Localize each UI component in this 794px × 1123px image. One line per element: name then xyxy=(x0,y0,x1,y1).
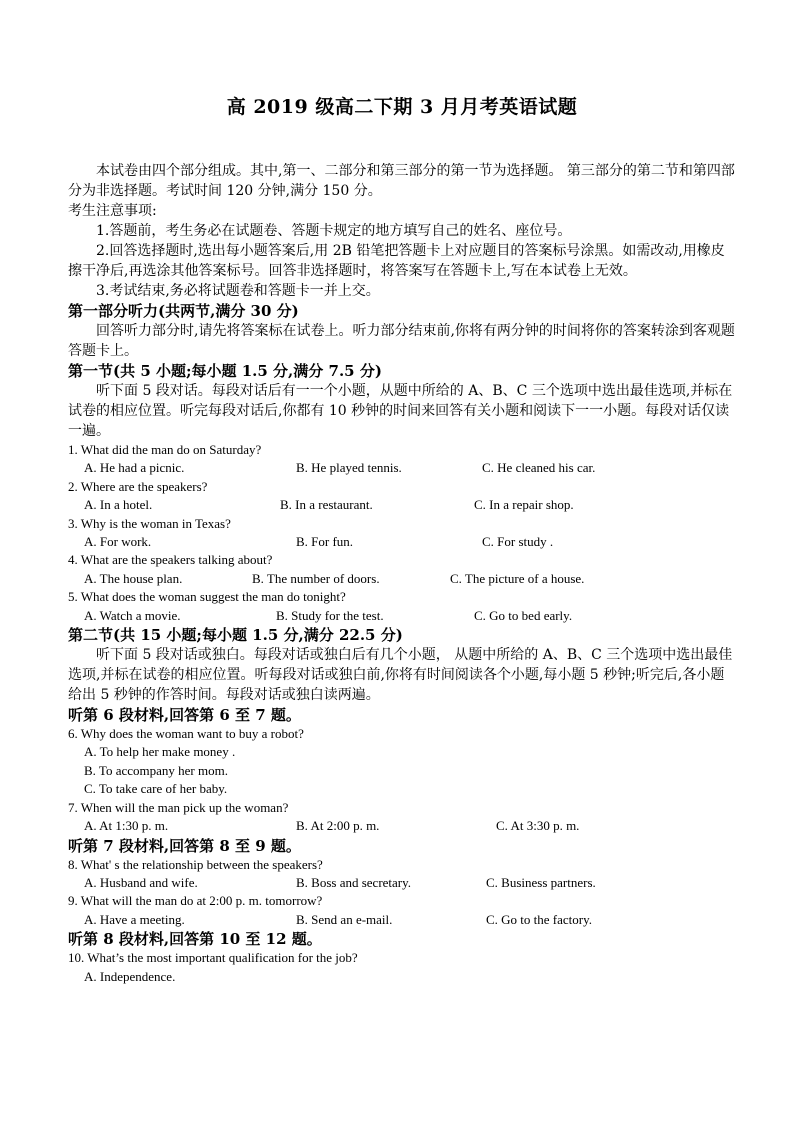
question-options xyxy=(68,459,736,477)
option-a: A. Independence. xyxy=(84,968,176,984)
notice-item: 3.考试结束,务必将试题卷和答题卡一并上交。 xyxy=(96,283,380,299)
page-title: 高 2019 级高二下期 3 月月考英语试题 xyxy=(226,96,578,118)
option-a: A. At 1:30 p. m. xyxy=(84,818,169,834)
option-c: C. He cleaned his car. xyxy=(482,460,596,476)
material-6-heading: 听第 6 段材料,回答第 6 至 7 题。 xyxy=(68,706,301,725)
option-c: C. Go to bed early. xyxy=(474,607,573,623)
question-7 xyxy=(68,799,736,836)
option-b: B. For fun. xyxy=(296,534,354,550)
question-stem: 5. What does the woman suggest the man do tonight? xyxy=(68,589,346,605)
option-a: A. Have a meeting. xyxy=(84,911,185,927)
option-c: C. In a repair shop. xyxy=(474,497,574,513)
question-options xyxy=(68,570,736,588)
question-2 xyxy=(68,478,736,515)
question-options xyxy=(68,496,736,514)
section2-instructions: 听下面 5 段对话或独白。每段对话或独白后有几个小题， 从题中所给的 A、B、C 三个选项中选出最佳选项,并标在试卷的相应位置。听每段对话或独白前,你将有时间阅读各个小题,每小题 5 秒钟;听完后,各小题给出 5 秒钟的作答时间。每段对话或独白读两遍。 xyxy=(68,647,733,704)
option-b: B. He played tennis. xyxy=(296,460,402,476)
notice-item: 2.回答选择题时,选出每小题答案后,用 2B 铅笔把答题卡上对应题目的答案标号涂黑。如需改动,用橡皮擦干净后,再选涂其他答案标号。回答非选择题时，将答案写在答题卡上,写在本试卷上无效。 xyxy=(68,243,725,279)
option-b: B. To accompany her mom. xyxy=(84,762,228,778)
option-c: C. Business partners. xyxy=(486,874,596,890)
exam-page xyxy=(68,92,736,986)
option-b: B. Send an e-mail. xyxy=(296,911,393,927)
option-a: A. He had a picnic. xyxy=(84,460,185,476)
question-options xyxy=(68,874,736,892)
intro-paragraph: 本试卷由四个部分组成。其中,第一、二部分和第三部分的第一节为选择题。 第三部分的第二节和第四部分为非选择题。考试时间 120 分钟,满分 150 分。 xyxy=(68,163,735,199)
question-6 xyxy=(68,725,736,799)
question-stem: 2. Where are the speakers? xyxy=(68,478,208,494)
material-8-heading: 听第 8 段材料,回答第 10 至 12 题。 xyxy=(68,930,322,949)
option-a: A. For work. xyxy=(84,534,152,550)
section1-instructions: 听下面 5 段对话。每段对话后有一一个小题，从题中所给的 A、B、C 三个选项中选出最佳选项,并标在试卷的相应位置。听完每段对话后,你都有 10 秒钟的时间来回答有关小题和阅读下一一小题。每段对话仅读一遍。 xyxy=(68,383,733,439)
question-options xyxy=(68,533,736,551)
option-b: B. In a restaurant. xyxy=(280,497,373,513)
notice-heading: 考生注意事项: xyxy=(68,203,157,219)
option-c: C. To take care of her baby. xyxy=(84,781,228,797)
question-4 xyxy=(68,551,736,588)
question-8 xyxy=(68,856,736,893)
option-a: A. The house plan. xyxy=(84,570,183,586)
question-3 xyxy=(68,515,736,552)
option-c: C. The picture of a house. xyxy=(450,570,585,586)
question-options xyxy=(68,817,736,835)
option-c: C. For study . xyxy=(482,534,554,550)
question-stem: 10. What’s the most important qualification for the job? xyxy=(68,950,358,966)
question-stem: 9. What will the man do at 2:00 p. m. tomorrow? xyxy=(68,893,323,909)
question-stem: 8. What' s the relationship between the speakers? xyxy=(68,856,323,872)
question-1 xyxy=(68,441,736,478)
question-10 xyxy=(68,949,736,986)
part1-heading: 第一部分听力(共两节,满分 30 分) xyxy=(68,302,299,320)
question-stem: 3. Why is the woman in Texas? xyxy=(68,515,231,531)
notice-item: 1.答题前，考生务必在试题卷、答题卡规定的地方填写自己的姓名、座位号。 xyxy=(96,223,572,239)
question-options xyxy=(68,607,736,625)
option-a: A. Husband and wife. xyxy=(84,874,198,890)
option-c: C. At 3:30 p. m. xyxy=(496,818,580,834)
question-stem: 7. When will the man pick up the woman? xyxy=(68,799,289,815)
question-5 xyxy=(68,588,736,625)
section1-heading: 第一节(共 5 小题;每小题 1.5 分,满分 7.5 分) xyxy=(68,362,382,380)
option-c: C. Go to the factory. xyxy=(486,911,593,927)
section2-heading: 第二节(共 15 小题;每小题 1.5 分,满分 22.5 分) xyxy=(68,626,403,645)
part1-instructions: 回答听力部分时,请先将答案标在试卷上。听力部分结束前,你将有两分钟的时间将你的答案转涂到客观题答题卡上。 xyxy=(68,323,735,359)
option-b: B. Boss and secretary. xyxy=(296,874,412,890)
question-options xyxy=(68,911,736,929)
material-7-heading: 听第 7 段材料,回答第 8 至 9 题。 xyxy=(68,836,301,855)
option-b: B. At 2:00 p. m. xyxy=(296,818,380,834)
question-9 xyxy=(68,892,736,929)
question-stem: 6. Why does the woman want to buy a robot? xyxy=(68,726,304,742)
option-a: A. Watch a movie. xyxy=(84,607,181,623)
question-stem: 4. What are the speakers talking about? xyxy=(68,552,273,568)
option-b: B. Study for the test. xyxy=(276,607,384,623)
question-stem: 1. What did the man do on Saturday? xyxy=(68,442,262,457)
option-a: A. To help her make money . xyxy=(84,744,236,760)
option-b: B. The number of doors. xyxy=(252,570,380,586)
option-a: A. In a hotel. xyxy=(84,497,153,513)
